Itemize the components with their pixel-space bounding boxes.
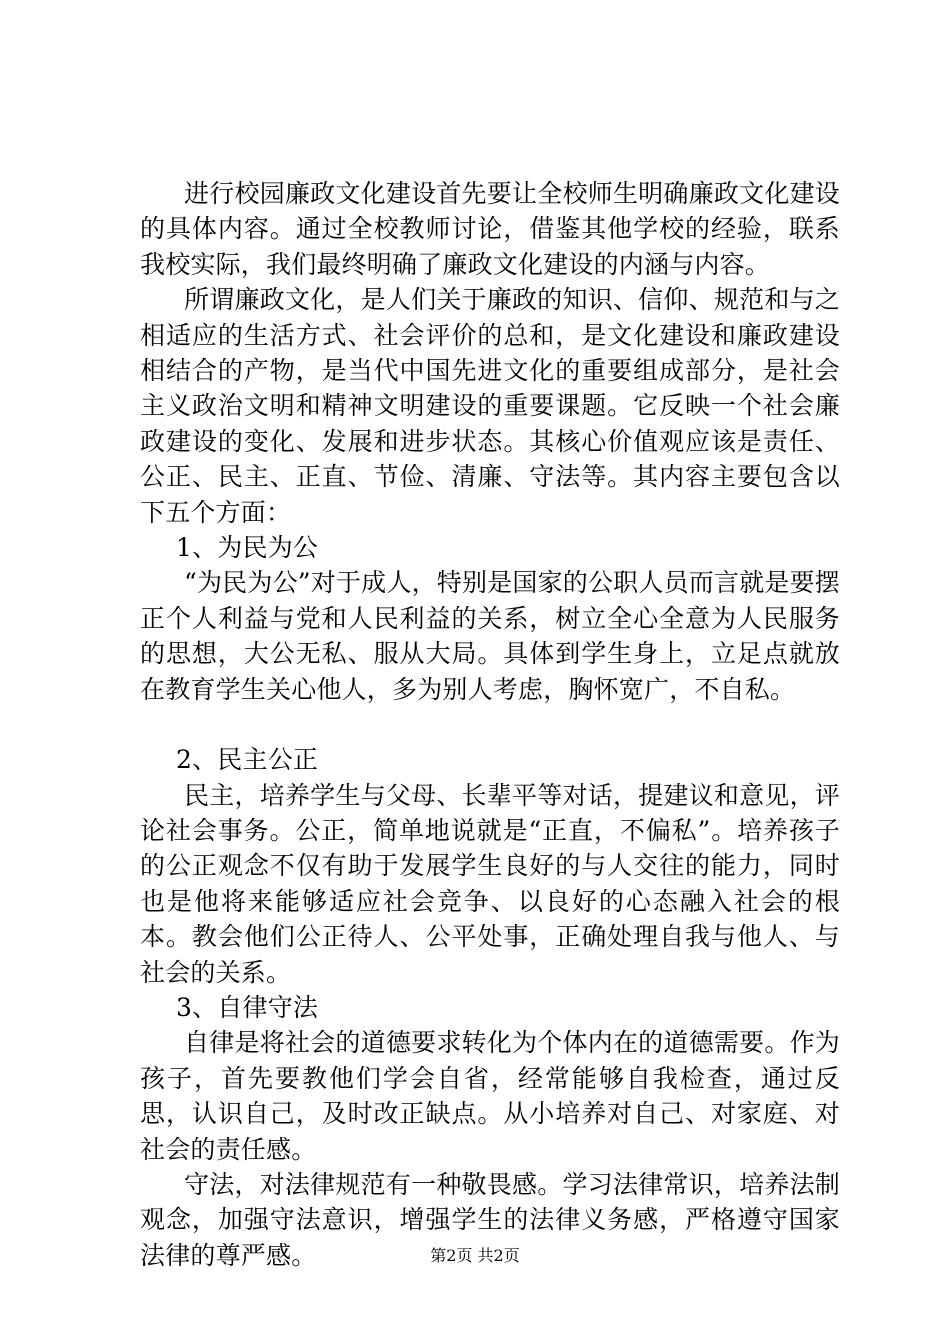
section-heading-2: 2、民主公正 [176, 745, 319, 775]
section-heading-1: 1、为民为公 [176, 533, 319, 563]
document-body [140, 176, 840, 1273]
paragraph-definition: 所谓廉政文化，是人们关于廉政的知识、信仰、规范和与之相适应的生活方式、社会评价的总和，是文化建设和廉政建设相结合的产物，是当代中国先进文化的重要组成部分，是社会主义政治文明和精神文明建设的重要课题。它反映一个社会廉政建设的变化、发展和进步状态。其核心价值观应该是责任、公正、民主、正直、节俭、清廉、守法等。其内容主要包含以下五个方面： [140, 285, 840, 527]
page-footer: 第2页 共2页 [430, 1246, 520, 1265]
paragraph-section-3b: 守法，对法律规范有一种敬畏感。学习法律常识，培养法制观念，加强守法意识，增强学生的法律义务感，严格遵守国家法律的尊严感。 [140, 1169, 840, 1270]
paragraph-gap [140, 707, 840, 742]
paragraph-intro: 进行校园廉政文化建设首先要让全校师生明确廉政文化建设的具体内容。通过全校教师讨论，借鉴其他学校的经验，联系我校实际，我们最终明确了廉政文化建设的内涵与内容。 [140, 179, 840, 279]
paragraph-section-1: “为民为公”对于成人，特别是国家的公职人员而言就是要摆正个人利益与党和人民利益的关系，树立全心全意为人民服务的思想，大公无私、服从大局。具体到学生身上，立足点就放在教育学生关心他人，多为别人考虑，胸怀宽广，不自私。 [140, 568, 840, 704]
section-heading-3: 3、自律守法 [176, 992, 319, 1022]
paragraph-section-3a: 自律是将社会的道德要求转化为个体内在的道德需要。作为孩子，首先要教他们学会自省，经常能够自我检查，通过反思，认识自己，及时改正缺点。从小培养对自己、对家庭、对社会的责任感。 [140, 1028, 840, 1164]
paragraph-section-2: 民主，培养学生与父母、长辈平等对话，提建议和意见，评论社会事务。公正，简单地说就是“正直，不偏私”。培养孩子的公正观念不仅有助于发展学生良好的与人交往的能力，同时也是他将来能够适应社会竞争、以良好的心态融入社会的根本。教会他们公正待人、公平处事，正确处理自我与他人、与社会的关系。 [140, 780, 840, 987]
